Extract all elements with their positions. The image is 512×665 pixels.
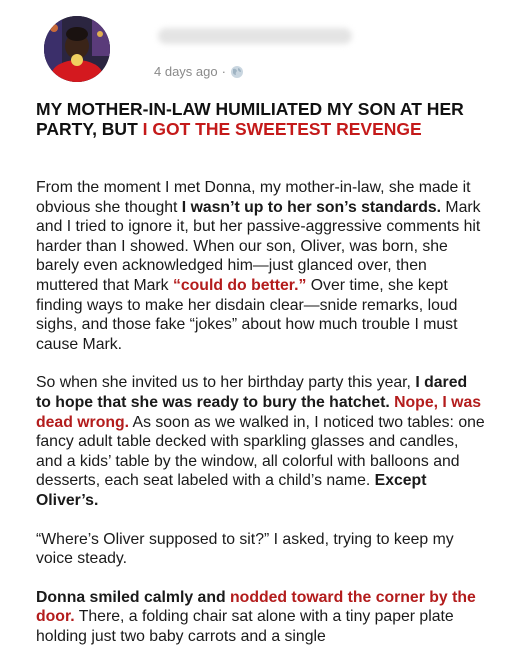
p1-text-1: From the moment I met Donna, my mother-in-law, she made it obvious she thought (36, 179, 471, 216)
globe-icon (230, 65, 244, 79)
p2-text-1: So when she invited us to her birthday party this year, (36, 374, 416, 392)
p4-bold-1: Donna smiled calmly and (36, 588, 231, 606)
p1-bold-1: I wasn’t up to her son’s standards. (181, 198, 442, 216)
p1-text-2: Mark and I tried to ignore it, but her passive-aggressive comments hit harder than I showed. When our son, Oliver, was born, she barely even acknowledged him—just glanced over, then muttered that Mark (36, 198, 481, 294)
p4-text-1: There, a folding chair sat alone with a tiny paper plate holding just two baby carrots and a single (36, 608, 454, 645)
p2-red-1: Nope, I was dead wrong. (36, 393, 482, 431)
p4-red-1: nodded toward the corner by the door. (36, 588, 476, 626)
post-title (36, 99, 486, 139)
title-part-black: MY MOTHER-IN-LAW HUMILIATED MY SON AT HER PARTY, BUT (36, 99, 464, 139)
p1-red-1: “could do better.” (172, 276, 307, 294)
p1-text-3: Over time, she kept finding ways to make her disdain clear—snide remarks, loud sighs, and those fake “jokes” about how much trouble I must cause Mark. (36, 276, 458, 353)
p2-bold-1: I dared to hope that she was ready to bury the hatchet. (36, 374, 468, 411)
post-header (0, 0, 512, 95)
post-time[interactable]: 4 days ago (154, 64, 218, 79)
paragraph-1 (36, 178, 486, 354)
p3-text-1: “Where’s Oliver supposed to sit?” I asked, trying to keep my voice steady. (36, 530, 454, 568)
post-meta (154, 64, 244, 79)
paragraph-4 (36, 588, 486, 647)
meta-separator: · (221, 64, 226, 79)
p2-text-3: As soon as we walked in, I noticed two tables: one fancy adult table decked with sparkling glasses and candles, and a kids’ table by the window, all colorful with balloons and desserts, each seat labeled with a child’s name. (36, 413, 485, 490)
p2-bold-2: Except Oliver’s. (36, 472, 427, 509)
author-avatar[interactable] (44, 16, 110, 82)
paragraph-3 (36, 530, 486, 569)
paragraph-2 (36, 373, 486, 510)
title-part-red: I GOT THE SWEETEST REVENGE (142, 119, 422, 139)
post-body (36, 178, 486, 665)
author-name-blurred (158, 28, 352, 44)
